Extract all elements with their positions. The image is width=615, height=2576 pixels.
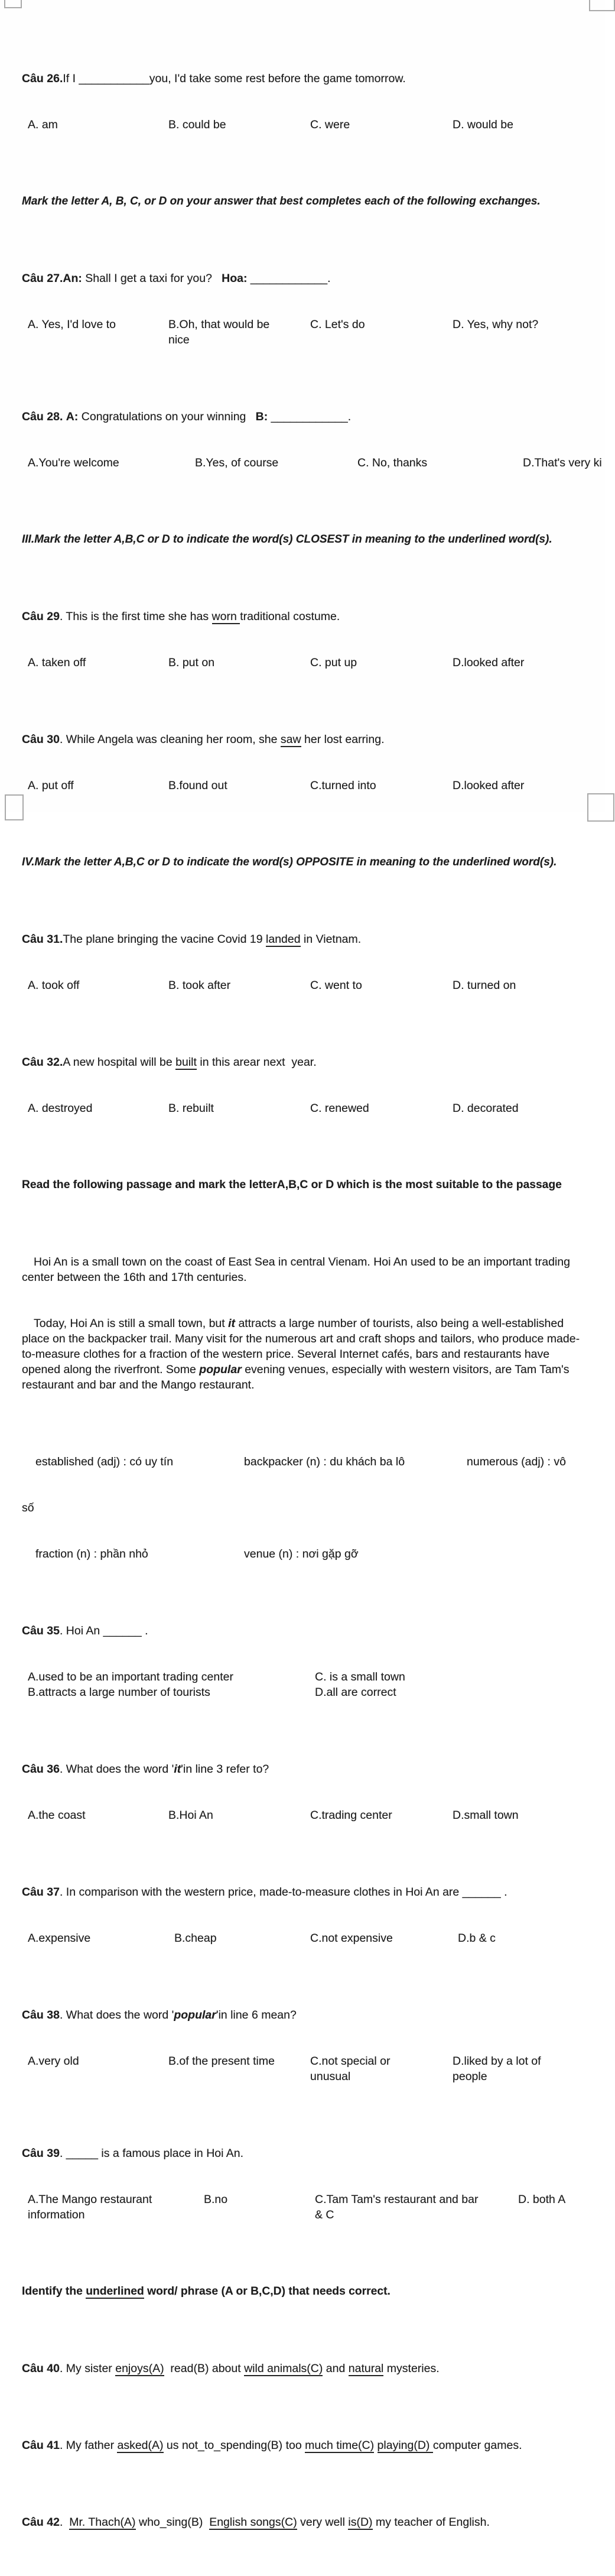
question-39 xyxy=(22,2146,588,2161)
option-27-a: A. Yes, I'd love to xyxy=(28,318,116,331)
question-26-number: Câu 26. xyxy=(22,72,63,85)
passage-paragraph-1: Hoi An is a small town on the coast of East Sea in central Vienam. Hoi An used to be an important trading center between the 16th and 17th centuries. xyxy=(22,1255,574,1284)
question-30-options xyxy=(22,778,588,793)
question-41-text-2: us not_to_spending(B) too xyxy=(163,2439,305,2452)
glossary-row-1-wrap: số xyxy=(22,1501,34,1514)
passage-word-popular: popular xyxy=(199,1363,242,1376)
section-header-closest: III.Mark the letter A,B,C or D to indicate the word(s) CLOSEST in meaning to the underlined word(s). xyxy=(22,533,552,546)
question-39-options xyxy=(22,2192,588,2223)
section-header-exchanges: Mark the letter A, B, C, or D on your answer that best completes each of the following exchanges. xyxy=(22,195,541,207)
question-41-number: Câu 41 xyxy=(22,2439,60,2452)
option-37-a: A.expensive xyxy=(28,1932,91,1945)
option-26-a: A. am xyxy=(28,118,58,131)
exam-content xyxy=(22,9,602,2576)
question-41-underlined-c: much time(C) xyxy=(305,2439,375,2452)
question-30 xyxy=(22,732,588,747)
option-30-a: A. put off xyxy=(28,779,74,792)
question-40-underlined-c: wild animals(C) xyxy=(244,2362,323,2375)
question-26-options xyxy=(22,117,588,132)
option-35-c: C. is a small town xyxy=(315,1670,405,1683)
option-27-d: D. Yes, why not? xyxy=(453,318,539,331)
question-37-number: Câu 37 xyxy=(22,1886,60,1899)
question-38-text-end: 'in line 6 mean? xyxy=(216,2009,297,2022)
question-27-speaker-an: An: xyxy=(63,272,82,285)
option-31-a: A. took off xyxy=(28,979,80,992)
glossary-row-1 xyxy=(22,1454,588,1469)
option-36-b: B.Hoi An xyxy=(168,1809,213,1822)
question-28-speaker-a: A: xyxy=(66,410,79,423)
question-42-number: Câu 42 xyxy=(22,2516,60,2529)
question-40-text-1: . My sister xyxy=(59,2362,116,2375)
option-39-b-wrap: information xyxy=(28,2208,85,2221)
question-35 xyxy=(22,1623,588,1639)
passage-paragraph-2-text-end: evening venues, especially with western visitors, are Tam Tam's restaurant and bar and the Mango restaurant. xyxy=(22,1363,572,1391)
scan-corner-top-left xyxy=(4,0,22,8)
question-32-underlined-word: built xyxy=(175,1056,197,1069)
option-32-d: D. decorated xyxy=(453,1102,519,1115)
question-28 xyxy=(22,409,588,424)
question-41-underlined-d: playing(D) xyxy=(377,2439,433,2452)
option-30-c: C.turned into xyxy=(310,779,376,792)
glossary-fraction: fraction (n) : phần nhỏ xyxy=(35,1547,148,1560)
option-28-d: D.That's very ki xyxy=(523,456,602,469)
question-30-text: . While Angela was cleaning her room, she xyxy=(59,733,281,746)
question-38-text: . What does the word ' xyxy=(59,2009,174,2022)
question-31-underlined-word: landed xyxy=(266,933,301,946)
question-30-number: Câu 30 xyxy=(22,733,60,746)
option-31-b: B. took after xyxy=(168,979,231,992)
option-35-b: B.attracts a large number of tourists xyxy=(28,1686,210,1699)
question-35-number: Câu 35 xyxy=(22,1624,60,1637)
option-29-d: D.looked after xyxy=(453,656,525,669)
option-31-d: D. turned on xyxy=(453,979,516,992)
option-38-b: B.of the present time xyxy=(168,2055,275,2068)
option-39-a: A.The Mango restaurant xyxy=(28,2193,152,2206)
question-29-text-end: traditional costume. xyxy=(240,610,340,623)
question-29-underlined-word: worn xyxy=(211,610,240,623)
question-28-options xyxy=(22,455,602,471)
question-28-number: Câu 28. xyxy=(22,410,63,423)
question-42-text-4: my teacher of English. xyxy=(372,2516,490,2529)
passage-word-it: it xyxy=(228,1317,236,1330)
question-27-speaker-hoa: Hoa: xyxy=(222,272,248,285)
option-32-c: C. renewed xyxy=(310,1102,369,1115)
section-identify-underlined-word: underlined xyxy=(86,2285,144,2298)
question-36-options xyxy=(22,1808,588,1823)
question-37-text: . In comparison with the western price, made-to-measure clothes in Hoi An are ______ . xyxy=(59,1886,507,1899)
option-38-d-wrap: people xyxy=(453,2070,487,2083)
option-38-c-wrap: unusual xyxy=(310,2070,351,2083)
section-identify-text: Identify the xyxy=(22,2285,86,2298)
question-38 xyxy=(22,2007,588,2023)
option-27-b-wrap: nice xyxy=(168,333,190,346)
question-32-text-end: in this arear next year. xyxy=(196,1056,317,1069)
option-32-b: B. rebuilt xyxy=(168,1102,214,1115)
question-32-text: A new hospital will be xyxy=(63,1056,176,1069)
option-39-d: D. both A xyxy=(518,2193,566,2206)
question-42-text-3: very well xyxy=(297,2516,349,2529)
option-38-d: D.liked by a lot of xyxy=(453,2055,541,2068)
question-31-number: Câu 31. xyxy=(22,933,63,946)
option-26-d: D. would be xyxy=(453,118,513,131)
question-31-text: The plane bringing the vacine Covid 19 xyxy=(63,933,266,946)
glossary-established: established (adj) : có uy tín xyxy=(35,1455,174,1468)
option-36-d: D.small town xyxy=(453,1809,519,1822)
option-27-c: C. Let's do xyxy=(310,318,365,331)
question-42 xyxy=(22,2515,588,2530)
question-29 xyxy=(22,609,588,624)
question-39-number: Câu 39 xyxy=(22,2147,60,2160)
option-35-a: A.used to be an important trading center xyxy=(28,1670,233,1683)
option-28-a: A.You're welcome xyxy=(28,456,119,469)
question-30-underlined-word: saw xyxy=(280,733,301,746)
scan-corner-bottom-right xyxy=(587,793,614,822)
section-header-reading: Read the following passage and mark the letterA,B,C or D which is the most suitable to the passage xyxy=(22,1179,562,1191)
question-40-text-2: read(B) about xyxy=(164,2362,245,2375)
option-32-a: A. destroyed xyxy=(28,1102,93,1115)
question-42-underlined-c: English songs(C) xyxy=(209,2516,297,2529)
question-35-options xyxy=(22,1669,588,1700)
question-42-text-2: who_sing(B) xyxy=(135,2516,210,2529)
question-40-text-4: mysteries. xyxy=(383,2362,440,2375)
option-28-c: C. No, thanks xyxy=(357,456,428,469)
question-38-quoted-word: popular xyxy=(174,2009,216,2022)
option-26-c: C. were xyxy=(310,118,350,131)
question-41-text-4: computer games. xyxy=(432,2439,522,2452)
question-32 xyxy=(22,1055,588,1070)
question-36-text-end: 'in line 3 refer to? xyxy=(181,1763,269,1776)
glossary-backpacker: backpacker (n) : du khách ba lô xyxy=(244,1455,405,1468)
option-39-c: C.Tam Tam's restaurant and bar xyxy=(315,2193,479,2206)
question-31-text-end: in Vietnam. xyxy=(300,933,362,946)
question-38-options xyxy=(22,2053,588,2084)
option-36-a: A.the coast xyxy=(28,1809,86,1822)
question-30-text-end: her lost earring. xyxy=(301,733,385,746)
question-31 xyxy=(22,932,588,947)
option-35-d: D.all are correct xyxy=(315,1686,396,1699)
section-header-opposite: IV.Mark the letter A,B,C or D to indicate the word(s) OPPOSITE in meaning to the underlined word(s). xyxy=(22,856,557,868)
question-36 xyxy=(22,1761,588,1777)
question-37 xyxy=(22,1884,588,1900)
glossary-numerous: numerous (adj) : vô xyxy=(467,1455,566,1468)
option-27-b: B.Oh, that would be xyxy=(168,318,270,331)
question-42-underlined-d: is(D) xyxy=(348,2516,373,2529)
question-26-text: If I ___________you, I'd take some rest before the game tomorrow. xyxy=(63,72,406,85)
question-29-text: . This is the first time she has xyxy=(59,610,212,623)
passage-paragraph-2-text-mid: attracts a large number of tourists, also being a well-established place on the backpacker trail. Many visit for the numerous art and craft shops and tailors, who produce made- to-measure clothes for a fraction of the western price. Several Internet cafés, bars and restaurants have opened along the riverfront. Some xyxy=(22,1317,583,1376)
section-identify-text-end: word/ phrase (A or B,C,D) that needs correct. xyxy=(144,2285,391,2298)
question-29-options xyxy=(22,655,588,670)
question-40-number: Câu 40 xyxy=(22,2362,60,2375)
option-37-d: D.b & c xyxy=(458,1932,496,1945)
question-27-number: Câu 27. xyxy=(22,272,63,285)
question-27-options xyxy=(22,317,588,348)
glossary-venue: venue (n) : nơi gặp gỡ xyxy=(244,1547,359,1560)
question-31-options xyxy=(22,978,588,993)
question-26 xyxy=(22,71,588,86)
passage-paragraph-2 xyxy=(22,1316,588,1393)
option-29-c: C. put up xyxy=(310,656,357,669)
option-29-a: A. taken off xyxy=(28,656,86,669)
question-40 xyxy=(22,2361,588,2376)
question-32-number: Câu 32. xyxy=(22,1056,63,1069)
passage-paragraph-2-text: Today, Hoi An is still a small town, but xyxy=(34,1317,229,1330)
option-38-c: C.not special or xyxy=(310,2055,391,2068)
question-41 xyxy=(22,2438,588,2453)
option-30-b: B.found out xyxy=(168,779,227,792)
question-36-quoted-word: it xyxy=(174,1763,181,1776)
option-38-a: A.very old xyxy=(28,2055,79,2068)
question-36-text: . What does the word ' xyxy=(59,1763,174,1776)
question-37-options xyxy=(22,1931,588,1946)
option-37-c: C.not expensive xyxy=(310,1932,393,1945)
question-27-text: Shall I get a taxi for you? xyxy=(82,272,222,285)
question-39-text: . _____ is a famous place in Hoi An. xyxy=(59,2147,244,2160)
question-40-underlined-a: enjoys(A) xyxy=(115,2362,164,2375)
option-30-d: D.looked after xyxy=(453,779,525,792)
option-36-c: C.trading center xyxy=(310,1809,392,1822)
scan-corner-top-right xyxy=(589,0,615,11)
question-42-underlined-a: Mr. Thach(A) xyxy=(69,2516,136,2529)
scan-corner-bottom-left xyxy=(5,794,24,820)
glossary-row-2 xyxy=(22,1546,588,1562)
question-42-text-1: . xyxy=(59,2516,70,2529)
option-26-b: B. could be xyxy=(168,118,226,131)
question-41-underlined-a: asked(A) xyxy=(117,2439,164,2452)
question-36-number: Câu 36 xyxy=(22,1763,60,1776)
option-31-c: C. went to xyxy=(310,979,362,992)
question-27 xyxy=(22,271,588,286)
question-38-number: Câu 38 xyxy=(22,2009,60,2022)
question-27-blank: ____________. xyxy=(247,272,331,285)
question-32-options xyxy=(22,1101,588,1116)
question-35-text: . Hoi An ______ . xyxy=(59,1624,148,1637)
question-40-underlined-d: natural xyxy=(348,2362,384,2375)
option-28-b: B.Yes, of course xyxy=(195,456,279,469)
question-28-speaker-b: B: xyxy=(255,410,268,423)
question-41-text-1: . My father xyxy=(59,2439,118,2452)
question-28-text: Congratulations on your winning xyxy=(78,410,256,423)
question-40-text-3: and xyxy=(323,2362,349,2375)
option-37-b: B.cheap xyxy=(174,1932,217,1945)
question-29-number: Câu 29 xyxy=(22,610,60,623)
option-29-b: B. put on xyxy=(168,656,215,669)
question-41-text-3 xyxy=(374,2439,377,2452)
section-header-identify xyxy=(22,2284,588,2299)
option-39-d-wrap: & C xyxy=(315,2208,334,2221)
option-39-b: B.no xyxy=(204,2193,228,2206)
question-28-blank: ____________. xyxy=(268,410,352,423)
